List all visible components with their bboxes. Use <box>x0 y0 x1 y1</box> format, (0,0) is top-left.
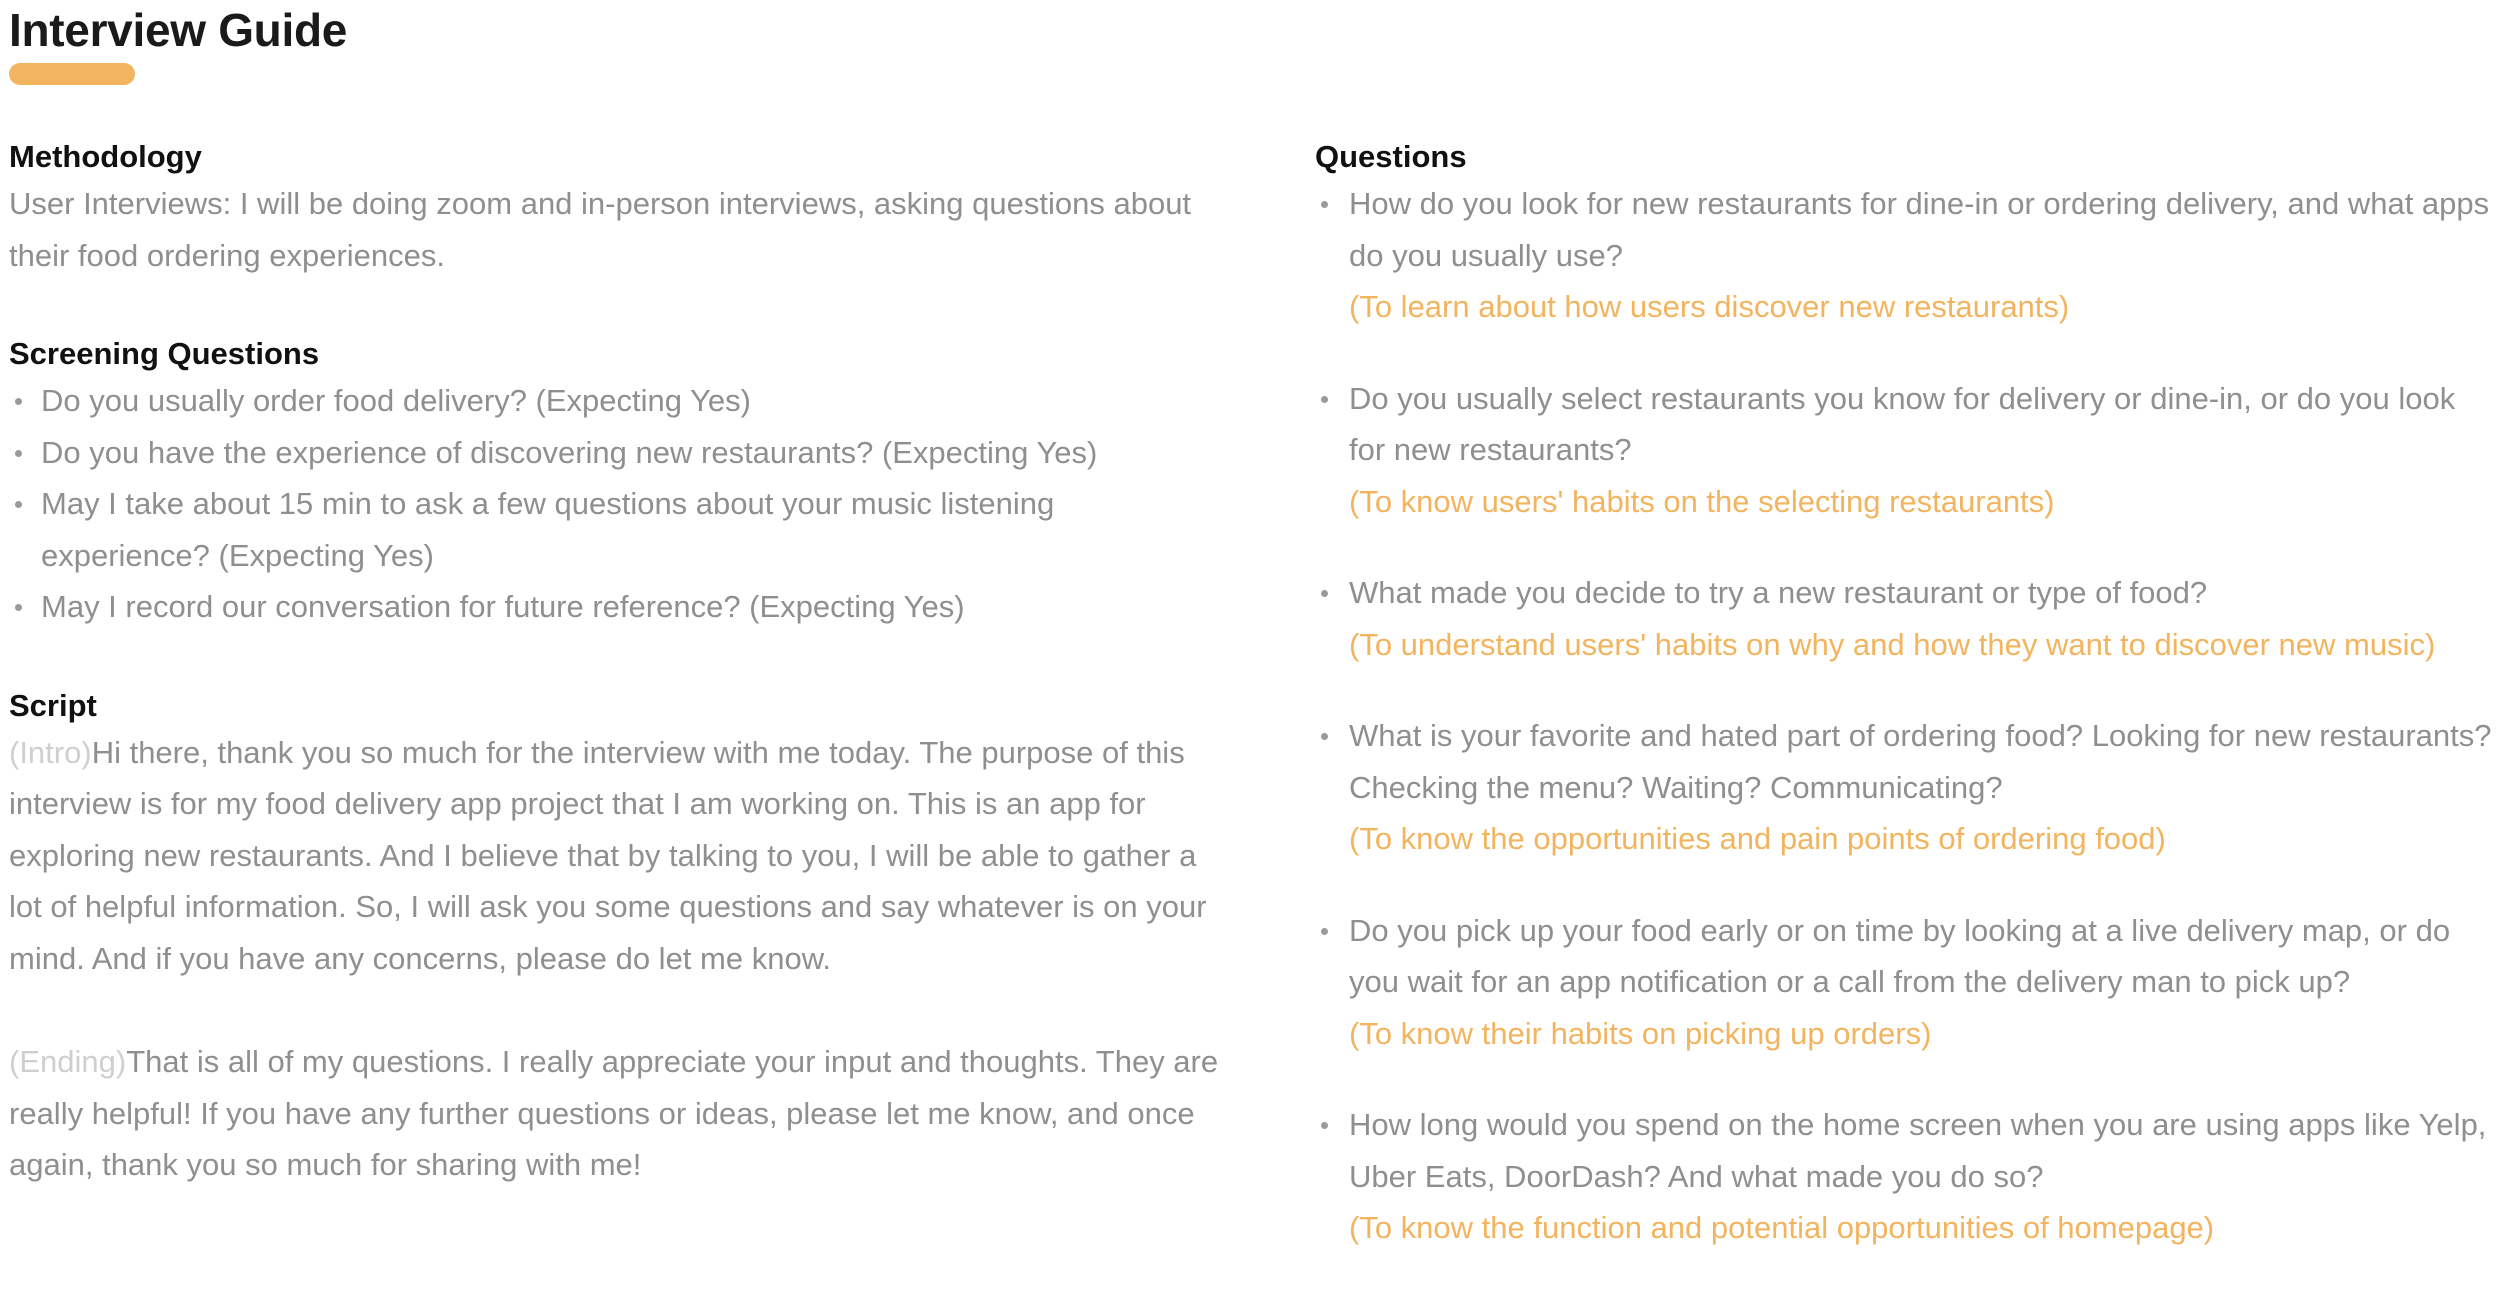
screening-section <box>9 333 1229 633</box>
question-text: How do you look for new restaurants for dine-in or ordering delivery, and what apps do you usually use? <box>1349 186 2490 273</box>
screening-list <box>9 375 1229 633</box>
screening-item: Do you usually order food delivery? (Expecting Yes) <box>9 375 1229 427</box>
ending-tag: (Ending) <box>9 1044 127 1079</box>
question-text: What made you decide to try a new restaurant or type of food? <box>1349 575 2208 610</box>
intro-text: Hi there, thank you so much for the interview with me today. The purpose of this interview is for my food delivery app project that I am working on. This is an app for exploring new restaurants. And I believe that by talking to you, I will be able to gather a lot of helpful information. So, I will ask you some questions and say whatever is on your mind. And if you have any concerns, please do let me know. <box>9 734 1207 976</box>
script-intro-paragraph <box>9 727 1229 985</box>
title-accent-bar <box>9 63 135 85</box>
page-title: Interview Guide <box>9 4 348 56</box>
methodology-heading: Methodology <box>9 139 202 174</box>
question-text: How long would you spend on the home screen when you are using apps like Yelp, Uber Eats, DoorDash? And what made you do so? <box>1349 1107 2487 1194</box>
screening-heading: Screening Questions <box>9 336 320 371</box>
question-item <box>1315 1099 2495 1254</box>
question-purpose: (To learn about how users discover new restaurants) <box>1349 289 2070 324</box>
question-item <box>1315 710 2495 865</box>
screening-item: May I take about 15 min to ask a few questions about your music listening experience? (Expecting Yes) <box>9 478 1229 581</box>
script-heading: Script <box>9 687 97 723</box>
interview-guide-page <box>9 0 2491 1261</box>
questions-heading: Questions <box>1315 139 1467 174</box>
question-text: Do you usually select restaurants you know for delivery or dine-in, or do you look for new restaurants? <box>1349 380 2456 467</box>
right-column <box>1315 136 2495 1294</box>
screening-item: May I record our conversation for future reference? (Expecting Yes) <box>9 581 1229 633</box>
question-item <box>1315 178 2495 333</box>
question-purpose: (To know the function and potential opportunities of homepage) <box>1349 1210 2215 1245</box>
question-text: Do you pick up your food early or on time by looking at a live delivery map, or do you wait for an app notification or a call from the delivery man to pick up? <box>1349 912 2451 999</box>
question-item <box>1315 905 2495 1060</box>
methodology-section <box>9 136 1229 281</box>
question-purpose: (To know their habits on picking up orders) <box>1349 1015 1932 1051</box>
ending-text: That is all of my questions. I really appreciate your input and thoughts. They are really helpful! If you have any further questions or ideas, please let me know, and once again, thank you so much for sharing with me! <box>9 1044 1219 1182</box>
question-item <box>1315 373 2495 528</box>
script-ending-paragraph <box>9 1036 1229 1191</box>
screening-item: Do you have the experience of discovering new restaurants? (Expecting Yes) <box>9 427 1229 479</box>
intro-tag: (Intro) <box>9 734 92 770</box>
question-text: What is your favorite and hated part of ordering food? Looking for new restaurants? Checking the menu? Waiting? Communicating? <box>1349 718 2492 805</box>
script-section <box>9 685 1229 1191</box>
question-purpose: (To know the opportunities and pain points of ordering food) <box>1349 821 2166 856</box>
question-item <box>1315 567 2495 670</box>
questions-list <box>1315 178 2495 1254</box>
left-column <box>9 136 1229 1243</box>
question-purpose: (To know users' habits on the selecting restaurants) <box>1349 483 2055 519</box>
question-purpose: (To understand users' habits on why and how they want to discover new music) <box>1349 626 2436 662</box>
methodology-text: User Interviews: I will be doing zoom and in-person interviews, asking questions about their food ordering experiences. <box>9 186 1192 273</box>
